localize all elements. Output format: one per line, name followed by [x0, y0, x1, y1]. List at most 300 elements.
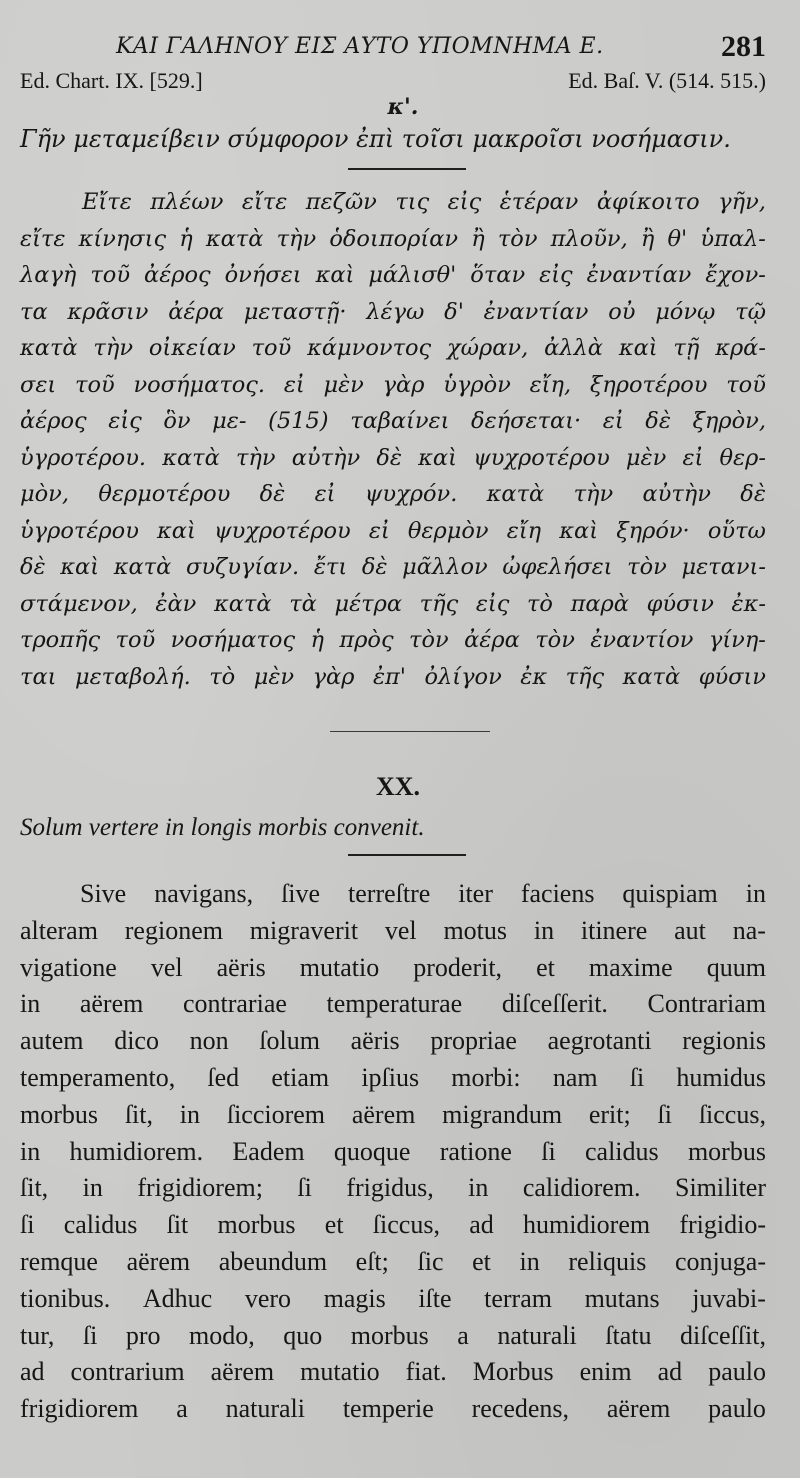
word: εἰς [447, 189, 482, 215]
word: δ' [444, 298, 464, 325]
word: Contrariam [647, 989, 766, 1019]
word: οἰκείαν [148, 335, 236, 361]
word: ὑπαλ- [700, 225, 766, 252]
text-line [20, 476, 766, 513]
word: καὶ [618, 335, 658, 361]
word: δεήσεται· [471, 408, 582, 434]
word: τὴν [573, 481, 614, 507]
word: στάμενον, [20, 590, 138, 617]
word: Εἴτε [82, 189, 132, 215]
word: recedens, [471, 1394, 570, 1424]
word: καὶ [559, 517, 599, 544]
word: mutans [584, 1283, 660, 1313]
word: et [536, 952, 555, 982]
word: ψυχροτέρου [213, 517, 351, 544]
word: ὃν [163, 408, 191, 434]
word: ἡ [179, 225, 193, 252]
word: in [745, 879, 766, 908]
word: τὸν [535, 627, 575, 653]
word: τὴν [93, 335, 134, 361]
word: εἰ [602, 408, 624, 434]
word: μᾶλλον [402, 554, 488, 580]
word: ſit, [124, 1099, 153, 1129]
word: τῆς [419, 590, 459, 617]
word: τοῦ [115, 627, 156, 653]
word: μὲν [253, 663, 295, 690]
word: naturali [497, 1320, 577, 1350]
text-line [20, 1134, 766, 1171]
word: fiat. [405, 1357, 447, 1387]
word: mutatio [299, 952, 380, 982]
word: in [519, 1246, 540, 1276]
section-divider [330, 731, 490, 732]
word: a [457, 1320, 469, 1350]
edition-basel: Ed. Baſ. V. (514. 515.) [568, 68, 766, 93]
edition-chartier: Ed. Chart. IX. [529.] [20, 68, 203, 93]
text-line [20, 622, 766, 659]
word: λαγὴ [20, 262, 77, 288]
latin-aphorism-heading: Solum vertere in longis morbis convenit. [20, 814, 425, 841]
latin-commentary [20, 876, 766, 1428]
word: γὰρ [312, 663, 355, 690]
word: Similiter [674, 1173, 766, 1203]
word: ὁδοιπορίαν [329, 225, 459, 252]
word: aërem [606, 1394, 671, 1424]
word: Eadem [232, 1136, 305, 1166]
text-line [20, 586, 766, 623]
text-line [20, 1207, 766, 1244]
word: ἑτέραν [499, 189, 579, 215]
word: ſi [20, 1210, 35, 1240]
word: aërem [126, 1246, 191, 1276]
word: vel [384, 915, 417, 945]
word: σει [20, 371, 57, 398]
text-line [20, 1097, 766, 1134]
word: εἴτε [241, 189, 288, 215]
text-line [20, 513, 766, 550]
word: naturali [225, 1394, 306, 1424]
word: ſi [629, 1062, 645, 1092]
word: μετανι- [681, 554, 766, 580]
text-line [20, 1391, 766, 1428]
word: reliquis [568, 1246, 647, 1276]
word: contrarium [70, 1357, 185, 1387]
word: τὸ [209, 663, 236, 690]
word: frigidiorem; [137, 1173, 263, 1203]
word: aërem [79, 989, 144, 1019]
word: ὀνήσει [224, 262, 302, 288]
word: diſceſſit, [680, 1320, 766, 1350]
greek-commentary [20, 184, 766, 695]
heading-rule [348, 854, 466, 856]
word: itinere [580, 915, 648, 945]
word: κατὰ [622, 663, 681, 690]
word: ὑγροτέρου [20, 517, 139, 544]
running-title: ΚΑΙ ΓΑΛΗΝΟΥ ΕΙΣ ΑΥΤΟ ΥΠΟΜΝΗΜΑ Ε. [116, 34, 604, 59]
word: humidiorem [523, 1210, 651, 1240]
word: ἐναντίαν [483, 298, 589, 325]
word: ὑγροτέρου. [20, 444, 147, 471]
word: magis [323, 1283, 386, 1313]
word: abeundum [218, 1246, 328, 1276]
word: temperamento, [20, 1062, 176, 1092]
word: ψυχροτέρου [473, 444, 610, 471]
text-line [20, 403, 766, 440]
word: ξηρόν· [616, 517, 690, 544]
word: navigans, [154, 879, 254, 908]
word: quo [283, 1320, 323, 1350]
page-number: 281 [721, 30, 766, 63]
word: morbus [687, 1136, 766, 1166]
word: migrandum [442, 1099, 563, 1129]
word: eſt; [355, 1246, 389, 1276]
word: τὰ [289, 590, 317, 617]
word: terram [484, 1283, 552, 1313]
word: μεταστῇ· [243, 298, 347, 325]
word: νοσήματος [170, 627, 296, 653]
word: πλέων [150, 189, 224, 215]
word: ſolum [259, 1026, 320, 1056]
word: et [472, 1246, 491, 1276]
word: regionis [682, 1026, 766, 1056]
word: θ' [667, 225, 688, 252]
word: et [324, 1210, 344, 1240]
word: a [176, 1394, 188, 1424]
word: frigidiorem [20, 1394, 139, 1424]
word: iſte [418, 1283, 452, 1313]
word: aegrotanti [547, 1026, 652, 1056]
word: μόνῳ [655, 298, 716, 325]
text-line [20, 1244, 766, 1281]
word: ſic [417, 1246, 444, 1276]
word: etiam [271, 1062, 330, 1092]
word: εἰς [108, 408, 142, 434]
latin-section-number: XX. [375, 772, 421, 801]
word: iter [458, 879, 493, 908]
word: τὸν [409, 627, 449, 653]
word: αὐτὴν [642, 481, 711, 507]
word: Adhuc [142, 1283, 213, 1313]
text-line [20, 950, 766, 987]
word: calidiorem. [522, 1173, 641, 1203]
word: quum [706, 952, 766, 982]
word: ſive [281, 879, 321, 908]
word: ὅταν [470, 262, 526, 288]
word: aëris [350, 1026, 400, 1056]
text-line [20, 440, 766, 477]
word: modo, [189, 1320, 255, 1350]
word: ἀέρος [20, 408, 87, 434]
word: migraverit [249, 915, 359, 945]
word: remque [20, 1246, 98, 1276]
word: morbus [20, 1099, 98, 1129]
word: na- [732, 915, 766, 945]
word: aërem [351, 1099, 416, 1129]
word: ξηροτέρου [589, 371, 708, 398]
word: μέτρα [334, 590, 403, 617]
word: τῇ [673, 335, 700, 361]
word: με- [212, 408, 247, 434]
word: in [179, 1099, 201, 1129]
word: τὸν [627, 554, 667, 580]
word: paulo [708, 1394, 766, 1424]
word: δὲ [259, 481, 286, 507]
text-line [20, 1023, 766, 1060]
word: τῆς [565, 663, 605, 690]
word: ſtatu [605, 1320, 652, 1350]
word: χώραν, [447, 335, 529, 361]
word: γῆν, [718, 189, 766, 215]
word: ἀλλὰ [544, 335, 603, 361]
word: ἡ [310, 627, 324, 653]
word: κίνησις [78, 225, 167, 252]
word: Sive [80, 879, 127, 908]
word: τις [395, 189, 430, 215]
word: δὲ [740, 481, 766, 507]
text-line [20, 1060, 766, 1097]
word: proderit, [413, 952, 503, 982]
text-line [20, 876, 766, 913]
word: nam [552, 1062, 598, 1092]
word: τοῦ [726, 371, 766, 398]
word: αὐτὴν [291, 444, 361, 471]
word: παρὰ [570, 590, 629, 617]
word: aëris [216, 952, 266, 982]
word: juvabi- [692, 1283, 766, 1313]
word: ad [657, 1357, 683, 1387]
word: κρά- [715, 335, 766, 361]
word: κρᾶσιν [67, 298, 149, 325]
word: κατὰ [20, 335, 78, 361]
heading-rule [348, 168, 466, 170]
word: ſed [207, 1062, 240, 1092]
word: λέγω [366, 298, 425, 325]
word: (515) [268, 408, 329, 434]
word: καὶ [418, 444, 457, 471]
word: κάμνοντος [307, 335, 432, 361]
word: συζυγίαν. [185, 554, 300, 580]
text-line [20, 257, 766, 294]
word: εἰς [539, 262, 573, 288]
word: quoque [333, 1136, 411, 1166]
word: οὕτω [707, 517, 766, 544]
word: motus [443, 915, 508, 945]
word: φύσιν [698, 663, 766, 690]
word: ἐκ [520, 663, 548, 690]
word: frigidio- [679, 1210, 766, 1240]
word: in [82, 1173, 103, 1203]
word: τὸ [526, 590, 553, 617]
word: ὑγρὸν [443, 371, 511, 398]
word: ad [469, 1210, 494, 1240]
word: εἴη, [529, 371, 572, 398]
word: εἴη [506, 517, 542, 544]
text-line [20, 294, 766, 331]
word: ratione [439, 1136, 512, 1166]
word: δὲ [645, 408, 671, 434]
word: ἀφίκοιτο [596, 189, 700, 215]
word: Morbus [472, 1357, 554, 1387]
word: δὲ [20, 554, 46, 580]
word: ξηρὸν, [692, 408, 766, 434]
word: ſi [657, 1099, 672, 1129]
word: ἢ [471, 225, 485, 252]
word: δὲ [376, 444, 402, 471]
text-line [20, 986, 766, 1023]
word: εἰ [682, 444, 704, 471]
word: temperie [342, 1394, 434, 1424]
word: ἔτι [313, 554, 348, 580]
word: ad [20, 1357, 45, 1387]
word: non [189, 1026, 229, 1056]
edition-line [20, 68, 766, 102]
text-line [20, 1354, 766, 1391]
word: οὐ [608, 298, 636, 325]
word: θερμὸν [407, 517, 489, 544]
text-line [20, 330, 766, 367]
word: καὶ [157, 517, 196, 544]
word: ſicciorem [226, 1099, 326, 1129]
word: tionibus. [20, 1283, 111, 1313]
word: frigidus, [346, 1173, 434, 1203]
word: μὸν, [20, 481, 69, 507]
word: δὲ [361, 554, 388, 580]
running-head [20, 28, 766, 68]
word: tur, [20, 1320, 55, 1350]
word: θερ- [719, 444, 766, 471]
word: ſit, [20, 1173, 49, 1203]
greek-section-number: κ'. [387, 94, 419, 120]
word: κατὰ [113, 554, 172, 580]
word: regionem [124, 915, 223, 945]
word: τροπῆς [20, 627, 101, 653]
word: γίνη- [708, 627, 766, 653]
word: τοῦ [251, 335, 292, 361]
word: temperaturae [326, 989, 463, 1019]
word: in [20, 1136, 41, 1166]
word: τὸν [497, 225, 538, 252]
word: μάλισθ' [368, 262, 457, 288]
word: ſi [297, 1173, 312, 1203]
word: κατὰ [213, 590, 272, 617]
text-line [20, 549, 766, 586]
word: τῷ [735, 298, 766, 325]
word: aërem [210, 1357, 275, 1387]
word: εἰ [283, 371, 305, 398]
word: ſit [166, 1210, 189, 1240]
word: τα [20, 298, 48, 325]
word: καὶ [315, 262, 355, 288]
word: ἢ [640, 225, 655, 252]
word: conjuga- [675, 1246, 766, 1276]
word: in [468, 1173, 489, 1203]
word: εἴτε [20, 225, 66, 252]
word: enim [579, 1357, 632, 1387]
word: propriae [430, 1026, 517, 1056]
word: ἐὰν [155, 590, 197, 617]
text-line [20, 1281, 766, 1318]
word: humidiorem. [69, 1136, 204, 1166]
word: morbi: [451, 1062, 521, 1092]
text-line [20, 1170, 766, 1207]
greek-aphorism-heading: Γῆν μεταμείβειν σύμφορον ἐπὶ τοῖσι μακροῖσι νοσήμασιν. [20, 125, 731, 153]
word: vel [150, 952, 183, 982]
word: ἀέρα [168, 298, 224, 325]
word: τὴν [276, 225, 317, 252]
word: ſiccus, [698, 1099, 766, 1129]
word: terreſtre [348, 879, 431, 908]
word: τοῦ [90, 262, 131, 288]
word: ἀέρος [144, 262, 211, 288]
text-line [20, 1318, 766, 1355]
word: morbus [217, 1210, 296, 1240]
word: contrariae [182, 989, 287, 1019]
word: ἐναντίαν [586, 262, 692, 288]
word: aut [674, 915, 706, 945]
word: ὠφελήσει [502, 554, 613, 580]
word: mutatio [300, 1357, 380, 1387]
word: μὲν [625, 444, 667, 471]
word: ψυχρόν. [364, 481, 458, 507]
word: ſi [541, 1136, 556, 1166]
word: ταβαίνει [350, 408, 450, 434]
text-line [20, 659, 766, 696]
word: alteram [20, 915, 98, 945]
word: εἰ [314, 481, 336, 507]
word: faciens [520, 879, 595, 908]
word: calidus [584, 1136, 659, 1166]
word: morbus [350, 1320, 429, 1350]
word: in [20, 989, 41, 1019]
word: καὶ [60, 554, 100, 580]
word: νοσήματος. [133, 371, 266, 398]
word: humidus [676, 1062, 766, 1092]
word: in [533, 915, 555, 945]
text-line [20, 367, 766, 404]
word: ἐκ- [731, 590, 766, 617]
word: diſceſſerit. [501, 989, 608, 1019]
text-line [20, 913, 766, 950]
text-line [20, 184, 766, 221]
word: dico [114, 1026, 159, 1056]
word: θερμοτέρου [98, 481, 231, 507]
word: vero [244, 1283, 292, 1313]
word: πεζῶν [305, 189, 377, 215]
word: τοῦ [75, 371, 115, 398]
word: vigatione [20, 952, 117, 982]
word: ὀλίγον [424, 663, 502, 690]
word: ἐπ' [372, 663, 406, 690]
word: πρὸς [339, 627, 394, 653]
word: ſiccus, [372, 1210, 440, 1240]
word: quispiam [622, 879, 718, 908]
word: γὰρ [382, 371, 425, 398]
word: φύσιν [646, 590, 714, 617]
word: πλοῦν, [550, 225, 628, 252]
word: τὴν [235, 444, 276, 471]
word: εἰς [475, 590, 510, 617]
word: εἰ [368, 517, 390, 544]
word: μεταβολή. [74, 663, 191, 690]
word: κατὰ [205, 225, 264, 252]
word: κατὰ [162, 444, 220, 471]
word: calidus [63, 1210, 138, 1240]
word: ἐναντίον [590, 627, 694, 653]
text-line [20, 221, 766, 258]
word: ipſius [361, 1062, 420, 1092]
word: κατὰ [486, 481, 545, 507]
word: ται [20, 663, 57, 690]
